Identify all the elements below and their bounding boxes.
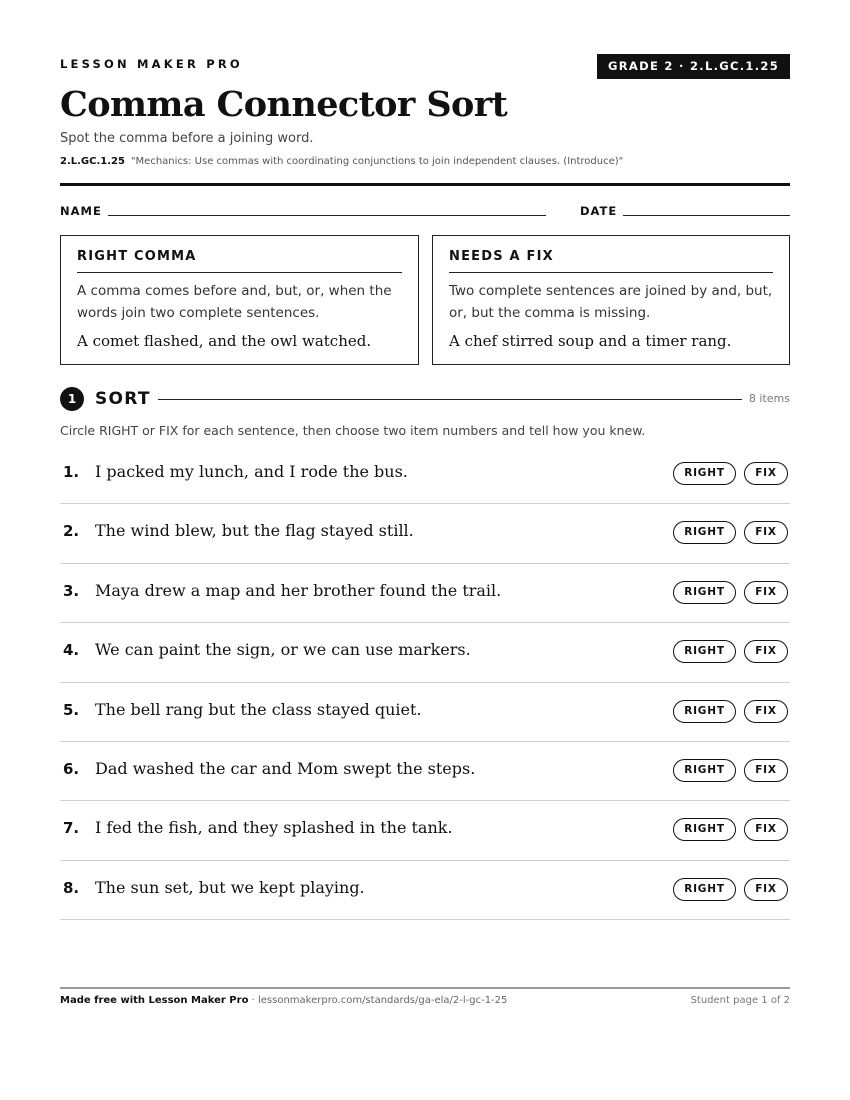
fix-choice-button[interactable]: FIX <box>744 878 788 901</box>
rule-box-right-comma <box>60 235 419 365</box>
item-sentence: The wind blew, but the flag stayed still. <box>95 521 414 541</box>
fix-choice-button[interactable]: FIX <box>744 818 788 841</box>
list-item <box>60 504 790 563</box>
item-number: 3. <box>63 581 80 600</box>
section-title: SORT <box>95 389 151 409</box>
right-choice-button[interactable]: RIGHT <box>673 581 736 604</box>
item-number: 7. <box>63 819 80 838</box>
footer-made-with: Made free with Lesson Maker Pro <box>60 995 249 1006</box>
rule-box-description: A comma comes before and, but, or, when the words join two complete sentences. <box>77 283 392 321</box>
rule-box-needs-fix <box>432 235 790 365</box>
footer-url[interactable]: · lessonmakerpro.com/standards/ga-ela/2-l-gc-1-25 <box>248 995 508 1006</box>
fix-choice-button[interactable]: FIX <box>744 759 788 782</box>
list-item <box>60 564 790 623</box>
name-label: NAME <box>60 204 102 218</box>
section-divider <box>158 399 742 400</box>
item-number: 5. <box>63 700 80 719</box>
item-sentence: Dad washed the car and Mom swept the steps. <box>95 758 476 778</box>
standard-line <box>60 156 623 167</box>
fix-choice-button[interactable]: FIX <box>744 581 788 604</box>
rule-box-description: Two complete sentences are joined by and, but, or, but the comma is missing. <box>449 283 773 321</box>
list-item <box>60 801 790 860</box>
right-choice-button[interactable]: RIGHT <box>673 521 736 544</box>
item-sentence: The sun set, but we kept playing. <box>95 877 365 897</box>
fix-choice-button[interactable]: FIX <box>744 700 788 723</box>
list-item <box>60 742 790 801</box>
list-item <box>60 683 790 742</box>
right-choice-button[interactable]: RIGHT <box>673 462 736 485</box>
item-number: 6. <box>63 759 80 778</box>
fix-choice-button[interactable]: FIX <box>744 640 788 663</box>
item-count: 8 items <box>748 392 790 405</box>
item-sentence: Maya drew a map and her brother found the trail. <box>95 580 502 600</box>
item-number: 8. <box>63 878 80 897</box>
page-subtitle: Spot the comma before a joining word. <box>60 131 314 146</box>
footer-page-number: Student page 1 of 2 <box>690 995 790 1006</box>
item-sentence: I packed my lunch, and I rode the bus. <box>95 462 408 481</box>
item-sentence: The bell rang but the class stayed quiet. <box>95 699 422 719</box>
right-choice-button[interactable]: RIGHT <box>673 700 736 723</box>
section-number-badge: 1 <box>60 387 84 411</box>
footer-credit <box>60 995 507 1006</box>
item-number: 4. <box>63 641 80 660</box>
section-instructions: Circle RIGHT or FIX for each sentence, then choose two item numbers and tell how you knew. <box>60 423 646 438</box>
list-item <box>60 623 790 682</box>
page-title: Comma Connector Sort <box>60 84 508 125</box>
rule-box-title: RIGHT COMMA <box>77 249 402 273</box>
rule-box-example: A comet flashed, and the owl watched. <box>77 332 372 350</box>
footer-divider <box>60 987 790 989</box>
right-choice-button[interactable]: RIGHT <box>673 878 736 901</box>
brand-name: LESSON MAKER PRO <box>60 57 243 71</box>
item-sentence: I fed the fish, and they splashed in the tank. <box>95 818 453 838</box>
rule-box-example: A chef stirred soup and a timer rang. <box>449 332 732 350</box>
standard-text: "Mechanics: Use commas with coordinating conjunctions to join independent clauses. (Introduce)" <box>130 156 624 167</box>
grade-badge: GRADE 2 · 2.L.GC.1.25 <box>597 54 790 79</box>
item-sentence: We can paint the sign, or we can use markers. <box>95 640 471 660</box>
date-label: DATE <box>580 204 618 218</box>
name-field[interactable] <box>108 215 546 216</box>
standard-code: 2.L.GC.1.25 <box>60 156 125 167</box>
header-divider <box>60 183 790 186</box>
worksheet-page <box>60 0 790 1100</box>
right-choice-button[interactable]: RIGHT <box>673 640 736 663</box>
item-number: 2. <box>63 522 80 541</box>
right-choice-button[interactable]: RIGHT <box>673 818 736 841</box>
right-choice-button[interactable]: RIGHT <box>673 759 736 782</box>
fix-choice-button[interactable]: FIX <box>744 462 788 485</box>
fix-choice-button[interactable]: FIX <box>744 521 788 544</box>
date-field[interactable] <box>623 215 790 216</box>
list-item <box>60 861 790 920</box>
list-item <box>60 445 790 504</box>
rule-box-title: NEEDS A FIX <box>449 249 773 273</box>
sentence-list <box>60 445 790 920</box>
item-number: 1. <box>63 463 80 481</box>
